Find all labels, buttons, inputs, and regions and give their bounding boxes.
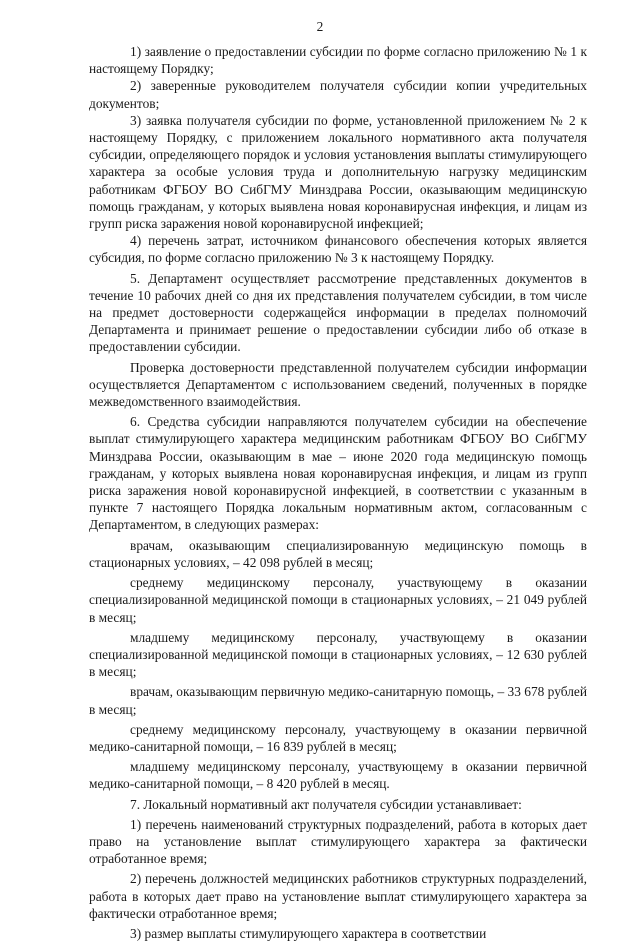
paragraph-section-5: 5. Департамент осуществляет рассмотрение представленных документов в течение 10 рабочих дней со дня их представления получателем субсидии, в том числе на предмет достоверности содержащейся информации в пределах полномочий Департамента и принимает решение о предоставлении субсидии либо об отказе в предоставлении субсидии. [89, 270, 587, 355]
paragraph-item-2-charter-copies: 2) заверенные руководителем получателя субсидии копии учредительных документов; [89, 78, 587, 111]
paragraph-rate-doctors-specialized: врачам, оказывающим специализированную медицинскую помощь в стационарных условиях, – 42 098 рублей в месяц; [89, 537, 587, 570]
paragraph-section-6: 6. Средства субсидии направляются получателем субсидии на обеспечение выплат стимулирующего характера медицинским работникам ФГБОУ ВО СибГМУ Минздрава России, оказывающим в мае – июне 2020 года медицинскую помощь гражданам, у которых выявлена новая коронавирусная инфекция, и лицам из групп риска заражения новой коронавирусной инфекцией, в соответствии с указанным в пункте 7 настоящего Порядка локальным нормативным актом, согласованным с Департаментом, в следующих размерах: [89, 414, 587, 533]
paragraph-section-7: 7. Локальный нормативный акт получателя субсидии устанавливает: [130, 796, 522, 812]
paragraph-verification: Проверка достоверности представленной получателем субсидии информации осуществляется Департаментом с использованием сведений, полученных в порядке межведомственного взаимодействия. [89, 359, 587, 410]
document-body [89, 43, 587, 942]
paragraph-item-1-application: 1) заявление о предоставлении субсидии по форме согласно приложению № 1 к настоящему Порядку; [89, 44, 587, 77]
paragraph-act-item-1: 1) перечень наименований структурных подразделений, работа в которых дает право на установление выплат стимулирующего характера за фактически отработанное время; [89, 816, 587, 867]
page-number: 2 [316, 19, 324, 34]
paragraph-rate-doctors-primary: врачам, оказывающим первичную медико-санитарную помощь, – 33 678 рублей в месяц; [89, 684, 587, 717]
paragraph-rate-nurses-primary: среднему медицинскому персоналу, участвующему в оказании первичной медико-санитарной помощи, – 16 839 рублей в месяц; [89, 721, 587, 754]
paragraph-act-item-3: 3) размер выплаты стимулирующего характера в соответствии [130, 925, 487, 941]
paragraph-rate-junior-primary: младшему медицинскому персоналу, участвующему в оказании первичной медико-санитарной помощи, – 8 420 рублей в месяц. [89, 759, 587, 792]
paragraph-rate-nurses-specialized: среднему медицинскому персоналу, участвующему в оказании специализированной медицинской помощи в стационарных условиях, – 21 049 рублей в месяц; [89, 575, 587, 625]
paragraph-item-3-request: 3) заявка получателя субсидии по форме, установленной приложением № 2 к настоящему Порядку, с приложением локального нормативного акта получателя субсидии, определяющего порядок и условия установления выплаты стимулирующего характера за особые условия труда и дополнительную нагрузку медицинским работникам ФГБОУ ВО СибГМУ Минздрава России, оказывающим медицинскую помощь гражданам, у которых выявлена новая коронавирусная инфекция, и лицам из групп риска заражения новой коронавирусной инфекцией; [89, 112, 587, 232]
paragraph-act-item-2: 2) перечень должностей медицинских работников структурных подразделений, работа в которых дает право на установление выплат стимулирующего характера за фактически отработанное время; [89, 871, 587, 921]
paragraph-item-4-expense-list: 4) перечень затрат, источником финансового обеспечения которых является субсидия, по форме согласно приложению № 3 к настоящему Порядку. [89, 233, 587, 266]
paragraph-rate-junior-specialized: младшему медицинскому персоналу, участвующему в оказании специализированной медицинской помощи в стационарных условиях, – 12 630 рублей в месяц; [89, 629, 587, 680]
